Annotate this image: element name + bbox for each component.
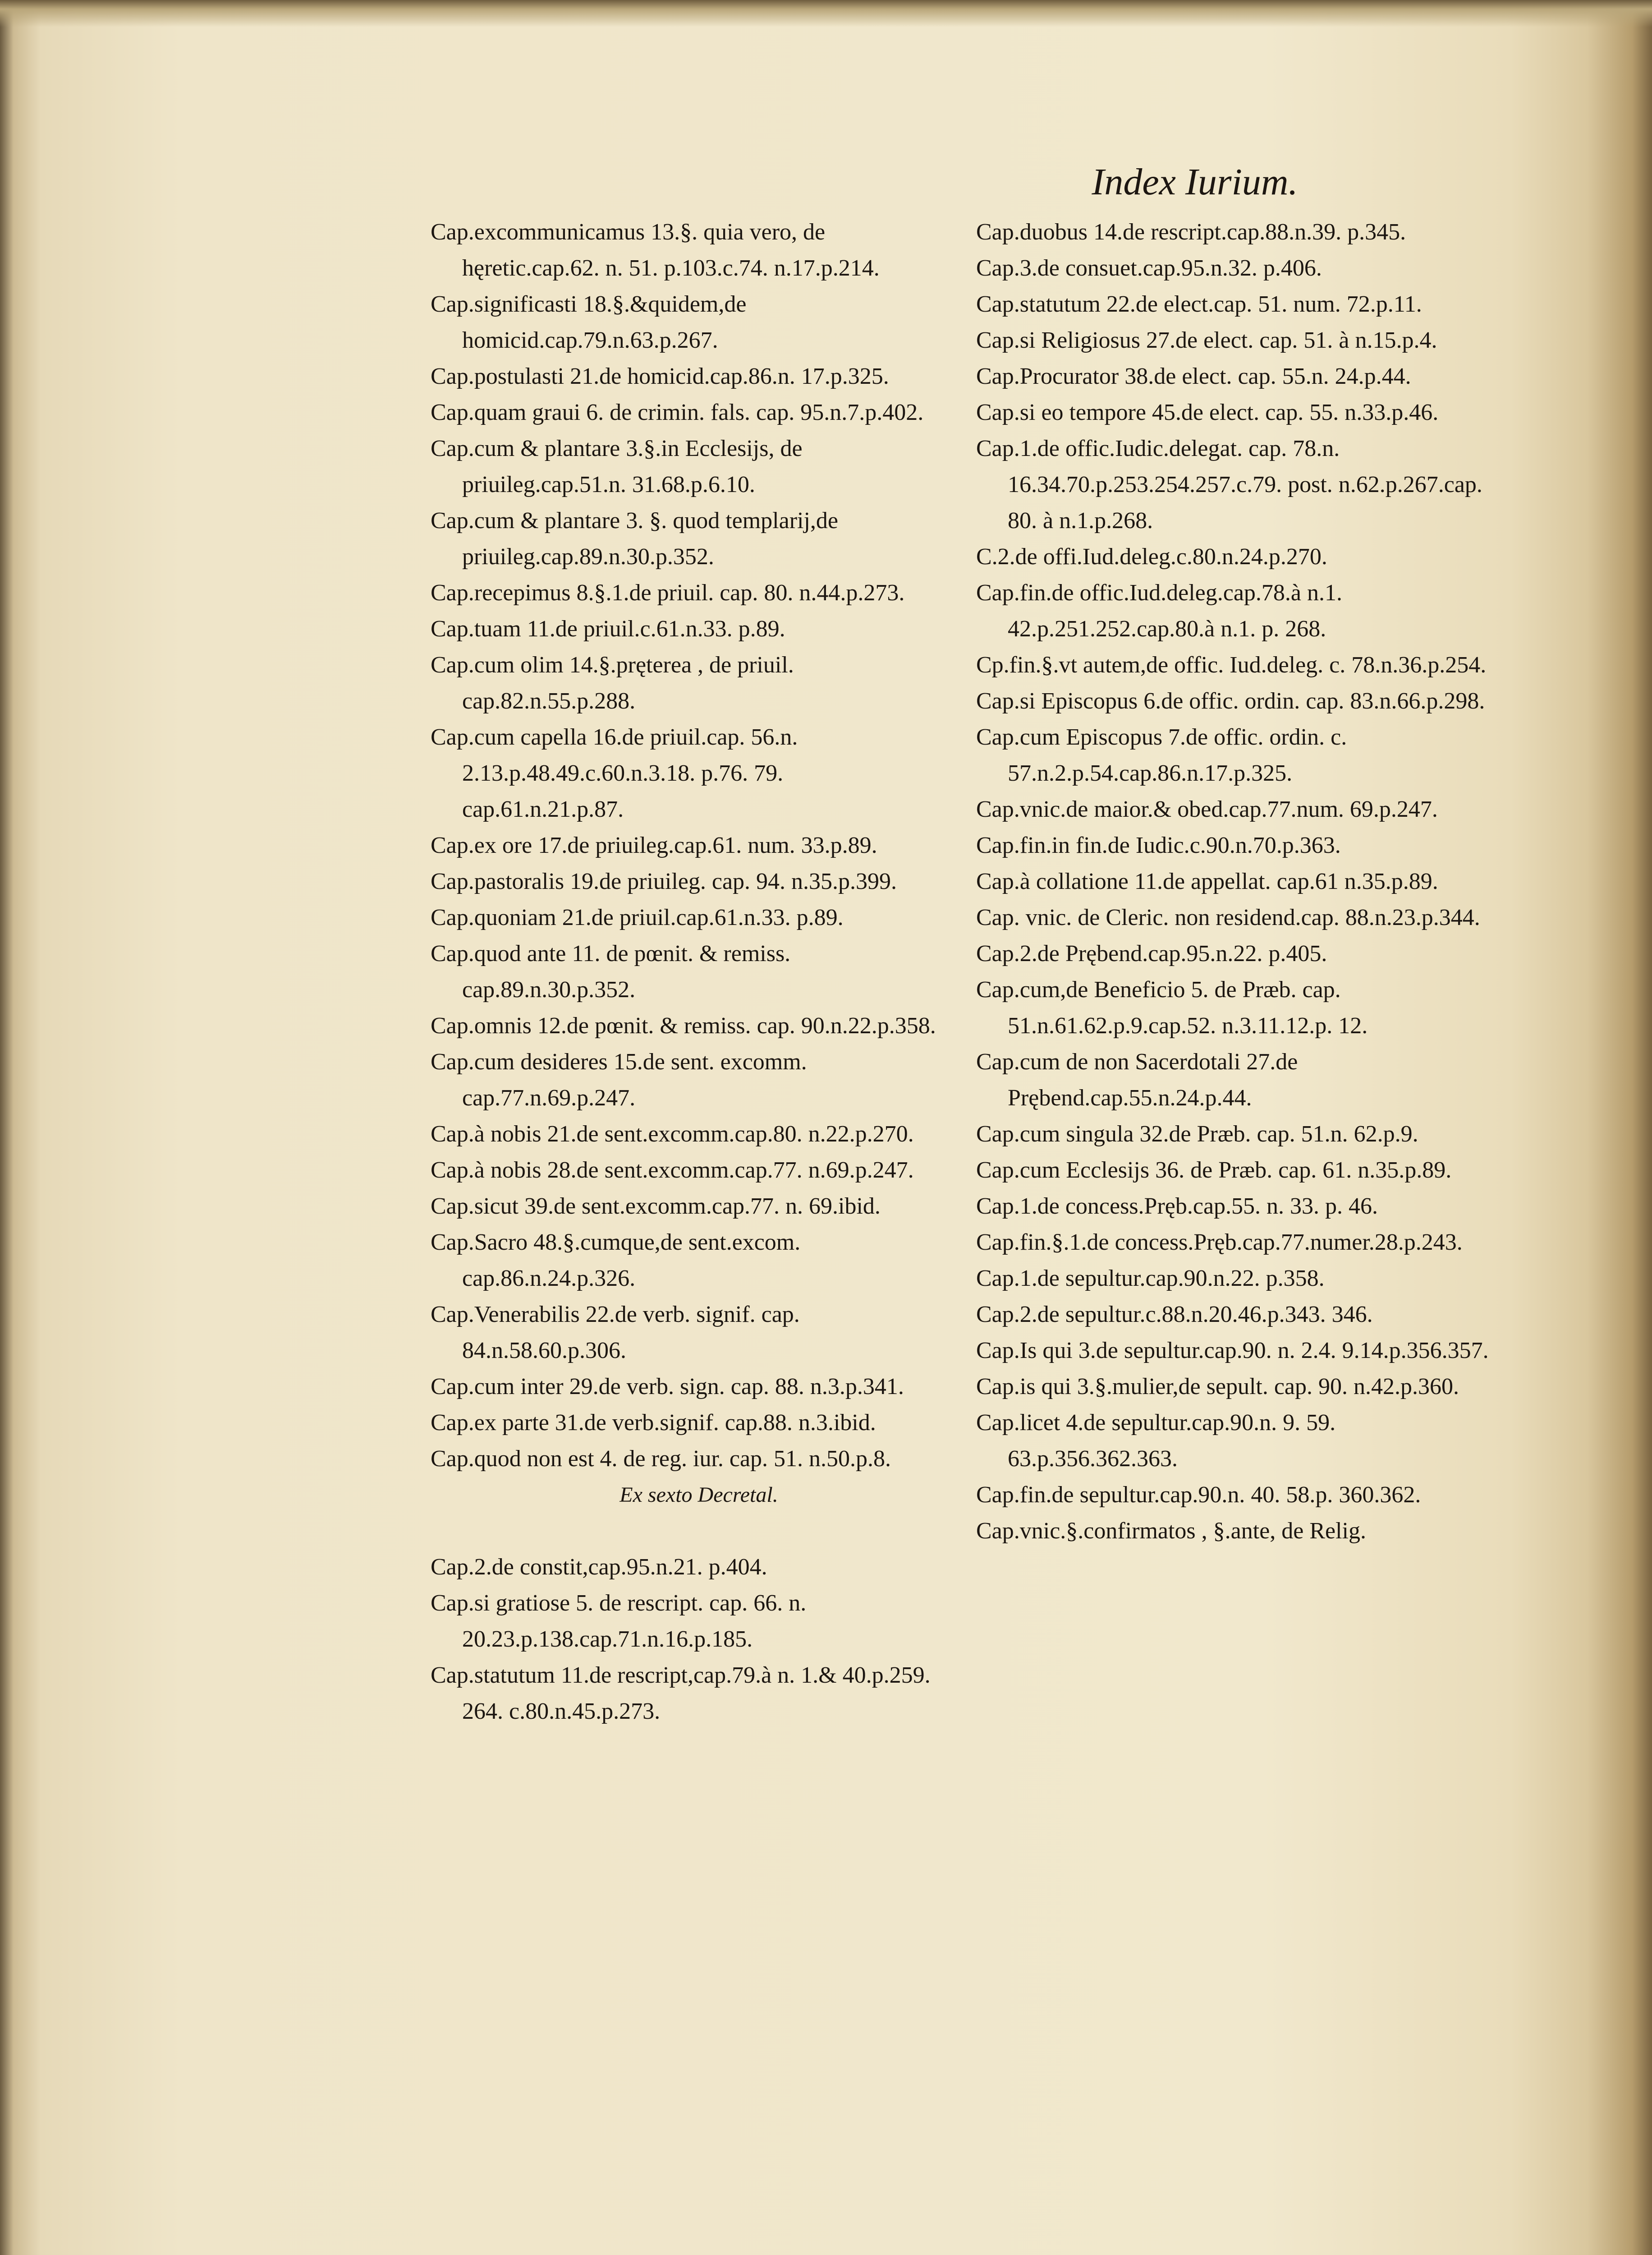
index-entry: Cap.cum Episcopus 7.de offic. ordin. c. 57.n.2.p.54.cap.86.n.17.p.325.	[976, 724, 1347, 786]
index-entry: Cap.si eo tempore 45.de elect. cap. 55. n.33.p.46.	[976, 400, 1439, 425]
index-entry: Cap.omnis 12.de pœnit. & remiss. cap. 90.n.22.p.358.	[431, 1013, 936, 1039]
index-entry: Cap.vnic.de maior.& obed.cap.77.num. 69.p.247.	[976, 796, 1438, 822]
index-entry: Cap.1.de offic.Iudic.delegat. cap. 78.n. 16.34.70.p.253.254.257.c.79. post. n.62.p.267.cap. 80. à n.1.p.268.	[976, 436, 1482, 534]
index-entry: Cap.recepimus 8.§.1.de priuil. cap. 80. n.44.p.273.	[431, 580, 905, 606]
index-entry: Cap. vnic. de Cleric. non residend.cap. 88.n.23.p.344.	[976, 905, 1480, 930]
index-entry: Cap.postulasti 21.de homicid.cap.86.n. 17.p.325.	[431, 364, 889, 389]
index-entry: Cap.cum Ecclesijs 36. de Præb. cap. 61. n.35.p.89.	[976, 1157, 1452, 1183]
index-entry: Cap.si Religiosus 27.de elect. cap. 51. à n.15.p.4.	[976, 327, 1437, 353]
index-entry: Cap.1.de concess.Pręb.cap.55. n. 33. p. 46.	[976, 1193, 1378, 1219]
index-entry: Cap.significasti 18.§.&quidem,de homicid.cap.79.n.63.p.267.	[431, 291, 747, 353]
index-entry: Cap.3.de consuet.cap.95.n.32. p.406.	[976, 255, 1322, 281]
index-entry: Cap.licet 4.de sepultur.cap.90.n. 9. 59. 63.p.356.362.363.	[976, 1410, 1336, 1472]
right-column	[976, 214, 1495, 1549]
index-entry: Cap.statutum 11.de rescript,cap.79.à n. 1.& 40.p.259. 264. c.80.n.45.p.273.	[431, 1662, 931, 1724]
index-entry: Cap.cum desideres 15.de sent. excomm. cap.77.n.69.p.247.	[431, 1049, 807, 1111]
index-entry: Cap.duobus 14.de rescript.cap.88.n.39. p.345.	[976, 219, 1406, 245]
index-entry: Cap.à collatione 11.de appellat. cap.61 n.35.p.89.	[976, 869, 1438, 894]
index-entry: Cap.cum,de Beneficio 5. de Præb. cap. 51.n.61.62.p.9.cap.52. n.3.11.12.p. 12.	[976, 977, 1368, 1039]
index-entry: Cap.excommunicamus 13.§. quia vero, de hęretic.cap.62. n. 51. p.103.c.74. n.17.p.214.	[431, 219, 880, 281]
index-entry: Cap.quam graui 6. de crimin. fals. cap. 95.n.7.p.402.	[431, 400, 924, 425]
index-entry: Cap.fin.§.1.de concess.Pręb.cap.77.numer.28.p.243.	[976, 1229, 1463, 1255]
index-entry: Cap.1.de sepultur.cap.90.n.22. p.358.	[976, 1266, 1325, 1291]
index-entry: Cap.si Episcopus 6.de offic. ordin. cap. 83.n.66.p.298.	[976, 688, 1485, 714]
index-entry: Cap.cum olim 14.§.pręterea , de priuil. cap.82.n.55.p.288.	[431, 652, 794, 714]
index-entry: Cap.vnic.§.confirmatos , §.ante, de Relig.	[976, 1518, 1367, 1544]
index-entry: Cap.pastoralis 19.de priuileg. cap. 94. n.35.p.399.	[431, 869, 897, 894]
index-entry: Cap.quoniam 21.de priuil.cap.61.n.33. p.89.	[431, 905, 844, 930]
index-entry: Cap.Venerabilis 22.de verb. signif. cap. 84.n.58.60.p.306.	[431, 1302, 800, 1363]
index-entry: Cp.fin.§.vt autem,de offic. Iud.deleg. c. 78.n.36.p.254.	[976, 652, 1487, 678]
index-entry: Cap.cum singula 32.de Præb. cap. 51.n. 62.p.9.	[976, 1121, 1418, 1147]
index-entry: Cap.tuam 11.de priuil.c.61.n.33. p.89.	[431, 616, 785, 642]
index-entry: Cap.fin.de offic.Iud.deleg.cap.78.à n.1. 42.p.251.252.cap.80.à n.1. p. 268.	[976, 580, 1342, 642]
index-entry: Cap.cum de non Sacerdotali 27.de Prębend.cap.55.n.24.p.44.	[976, 1049, 1298, 1111]
index-entry: Cap.is qui 3.§.mulier,de sepult. cap. 90. n.42.p.360.	[976, 1374, 1459, 1399]
index-entry: Cap.à nobis 28.de sent.excomm.cap.77. n.69.p.247.	[431, 1157, 914, 1183]
index-entry: Cap.cum & plantare 3.§.in Ecclesijs, de priuileg.cap.51.n. 31.68.p.6.10.	[431, 436, 803, 497]
index-entry: Cap.sicut 39.de sent.excomm.cap.77. n. 69.ibid.	[431, 1193, 881, 1219]
index-entry: Cap.cum capella 16.de priuil.cap. 56.n. 2.13.p.48.49.c.60.n.3.18. p.76. 79. cap.61.n.21.p.87.	[431, 724, 798, 822]
index-entry: Cap.fin.in fin.de Iudic.c.90.n.70.p.363.	[976, 833, 1341, 858]
index-entry: Cap.statutum 22.de elect.cap. 51. num. 72.p.11.	[976, 291, 1422, 317]
index-entry: Cap.quod ante 11. de pœnit. & remiss. cap.89.n.30.p.352.	[431, 941, 791, 1003]
index-entry: Cap.ex parte 31.de verb.signif. cap.88. n.3.ibid.	[431, 1410, 876, 1436]
index-entry: Cap.Is qui 3.de sepultur.cap.90. n. 2.4. 9.14.p.356.357.	[976, 1338, 1489, 1363]
index-entry: Cap.fin.de sepultur.cap.90.n. 40. 58.p. 360.362.	[976, 1482, 1421, 1508]
left-column	[431, 214, 949, 1730]
index-entry: Cap.cum inter 29.de verb. sign. cap. 88. n.3.p.341.	[431, 1374, 904, 1399]
index-entry: Cap.2.de Prębend.cap.95.n.22. p.405.	[976, 941, 1327, 966]
index-entry: Cap.à nobis 21.de sent.excomm.cap.80. n.22.p.270.	[431, 1121, 914, 1147]
index-entry: Cap.Sacro 48.§.cumque,de sent.excom. cap.86.n.24.p.326.	[431, 1229, 801, 1291]
index-entry: Cap.2.de constit,cap.95.n.21. p.404.	[431, 1554, 767, 1580]
section-heading: Ex sexto Decretal.	[620, 1483, 778, 1507]
index-entry: Cap.2.de sepultur.c.88.n.20.46.p.343. 346.	[976, 1302, 1373, 1327]
index-entry: Cap.si gratiose 5. de rescript. cap. 66. n. 20.23.p.138.cap.71.n.16.p.185.	[431, 1590, 807, 1652]
index-entry: Cap.quod non est 4. de reg. iur. cap. 51. n.50.p.8.	[431, 1446, 891, 1472]
index-entry: C.2.de offi.Iud.deleg.c.80.n.24.p.270.	[976, 544, 1327, 570]
index-entry: Cap.ex ore 17.de priuileg.cap.61. num. 33.p.89.	[431, 833, 877, 858]
index-entry: Cap.Procurator 38.de elect. cap. 55.n. 24.p.44.	[976, 364, 1411, 389]
index-entry: Cap.cum & plantare 3. §. quod templarij,de priuileg.cap.89.n.30.p.352.	[431, 508, 838, 570]
running-head: Index Iurium.	[1092, 161, 1298, 203]
